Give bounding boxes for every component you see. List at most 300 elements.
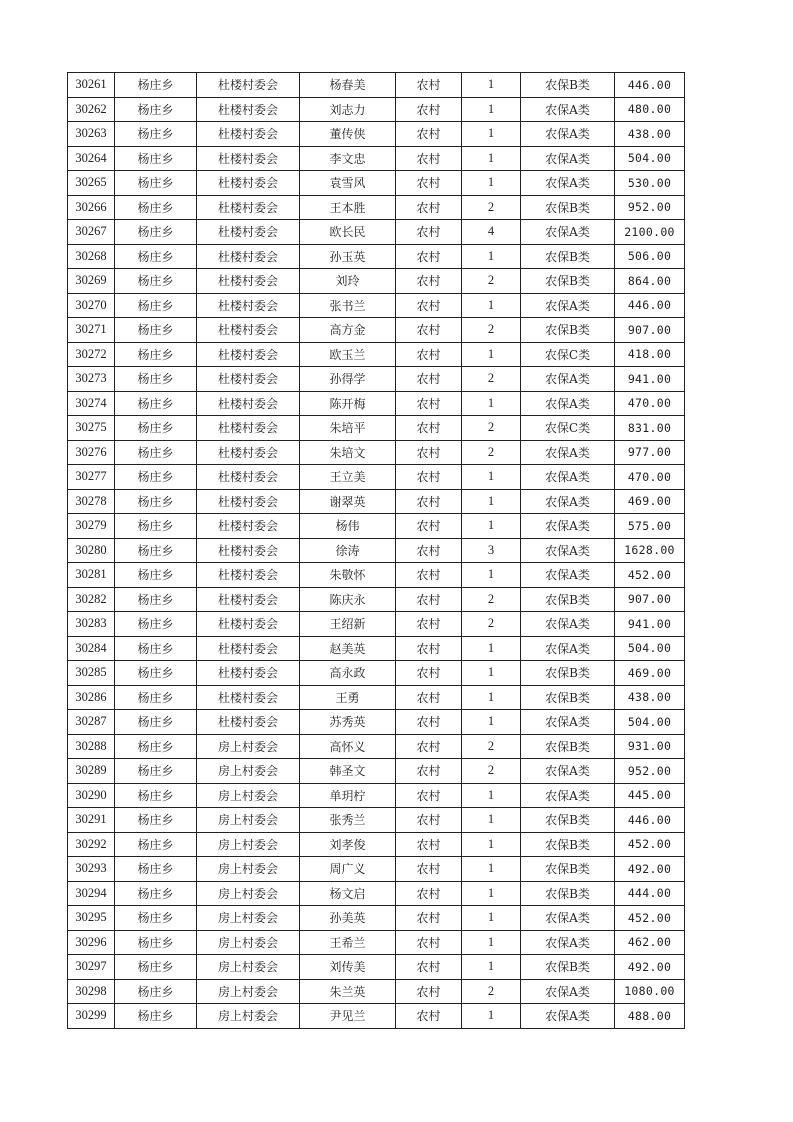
residence-type-cell: 农村 <box>396 538 462 563</box>
amount-cell: 452.00 <box>615 563 685 588</box>
village-committee-cell: 杜楼村委会 <box>197 391 300 416</box>
residence-type-cell: 农村 <box>396 367 462 392</box>
township-cell: 杨庄乡 <box>115 269 197 294</box>
insurance-category-cell: 农保A类 <box>521 636 615 661</box>
amount-cell: 446.00 <box>615 808 685 833</box>
residence-type-cell: 农村 <box>396 269 462 294</box>
name-cell: 单玥柠 <box>300 783 396 808</box>
table-row <box>68 636 685 661</box>
insurance-category-cell: 农保B类 <box>521 269 615 294</box>
insurance-category-cell: 农保A类 <box>521 440 615 465</box>
residence-type-cell: 农村 <box>396 734 462 759</box>
id-cell: 30290 <box>68 783 115 808</box>
table-row <box>68 979 685 1004</box>
residence-type-cell: 农村 <box>396 97 462 122</box>
township-cell: 杨庄乡 <box>115 710 197 735</box>
id-cell: 30275 <box>68 416 115 441</box>
village-committee-cell: 杜楼村委会 <box>197 440 300 465</box>
household-size-cell: 1 <box>462 710 521 735</box>
township-cell: 杨庄乡 <box>115 587 197 612</box>
insurance-category-cell: 农保A类 <box>521 97 615 122</box>
id-cell: 30292 <box>68 832 115 857</box>
township-cell: 杨庄乡 <box>115 73 197 98</box>
household-size-cell: 1 <box>462 391 521 416</box>
residence-type-cell: 农村 <box>396 832 462 857</box>
township-cell: 杨庄乡 <box>115 1004 197 1029</box>
residence-type-cell: 农村 <box>396 440 462 465</box>
table-row <box>68 857 685 882</box>
id-cell: 30282 <box>68 587 115 612</box>
household-size-cell: 1 <box>462 489 521 514</box>
township-cell: 杨庄乡 <box>115 244 197 269</box>
name-cell: 刘传美 <box>300 955 396 980</box>
table-row <box>68 587 685 612</box>
household-size-cell: 1 <box>462 857 521 882</box>
household-size-cell: 1 <box>462 1004 521 1029</box>
name-cell: 高方金 <box>300 318 396 343</box>
village-committee-cell: 杜楼村委会 <box>197 465 300 490</box>
table-row <box>68 661 685 686</box>
amount-cell: 506.00 <box>615 244 685 269</box>
village-committee-cell: 杜楼村委会 <box>197 416 300 441</box>
table-row <box>68 244 685 269</box>
amount-cell: 470.00 <box>615 391 685 416</box>
residence-type-cell: 农村 <box>396 465 462 490</box>
insurance-category-cell: 农保B类 <box>521 73 615 98</box>
residence-type-cell: 农村 <box>396 489 462 514</box>
township-cell: 杨庄乡 <box>115 636 197 661</box>
residence-type-cell: 农村 <box>396 416 462 441</box>
name-cell: 孙美英 <box>300 906 396 931</box>
table-row <box>68 906 685 931</box>
amount-cell: 1628.00 <box>615 538 685 563</box>
village-committee-cell: 杜楼村委会 <box>197 122 300 147</box>
name-cell: 朱敬怀 <box>300 563 396 588</box>
township-cell: 杨庄乡 <box>115 906 197 931</box>
table-row <box>68 73 685 98</box>
insurance-category-cell: 农保A类 <box>521 906 615 931</box>
name-cell: 王立美 <box>300 465 396 490</box>
table-row <box>68 440 685 465</box>
village-committee-cell: 杜楼村委会 <box>197 636 300 661</box>
table-row <box>68 465 685 490</box>
residence-type-cell: 农村 <box>396 1004 462 1029</box>
name-cell: 董传侠 <box>300 122 396 147</box>
name-cell: 孙玉英 <box>300 244 396 269</box>
id-cell: 30285 <box>68 661 115 686</box>
table-row <box>68 832 685 857</box>
township-cell: 杨庄乡 <box>115 514 197 539</box>
id-cell: 30293 <box>68 857 115 882</box>
township-cell: 杨庄乡 <box>115 342 197 367</box>
household-size-cell: 1 <box>462 146 521 171</box>
village-committee-cell: 杜楼村委会 <box>197 146 300 171</box>
amount-cell: 941.00 <box>615 367 685 392</box>
amount-cell: 438.00 <box>615 122 685 147</box>
insurance-category-cell: 农保B类 <box>521 587 615 612</box>
name-cell: 高怀义 <box>300 734 396 759</box>
name-cell: 朱兰英 <box>300 979 396 1004</box>
table-row <box>68 318 685 343</box>
id-cell: 30269 <box>68 269 115 294</box>
household-size-cell: 2 <box>462 195 521 220</box>
amount-cell: 480.00 <box>615 97 685 122</box>
village-committee-cell: 杜楼村委会 <box>197 220 300 245</box>
residence-type-cell: 农村 <box>396 587 462 612</box>
village-committee-cell: 杜楼村委会 <box>197 195 300 220</box>
township-cell: 杨庄乡 <box>115 808 197 833</box>
township-cell: 杨庄乡 <box>115 783 197 808</box>
id-cell: 30278 <box>68 489 115 514</box>
insurance-category-cell: 农保A类 <box>521 489 615 514</box>
residence-type-cell: 农村 <box>396 710 462 735</box>
amount-cell: 907.00 <box>615 318 685 343</box>
amount-cell: 2100.00 <box>615 220 685 245</box>
village-committee-cell: 房上村委会 <box>197 881 300 906</box>
village-committee-cell: 房上村委会 <box>197 832 300 857</box>
insurance-category-cell: 农保A类 <box>521 171 615 196</box>
table-row <box>68 710 685 735</box>
village-committee-cell: 房上村委会 <box>197 955 300 980</box>
table-row <box>68 122 685 147</box>
insurance-category-cell: 农保A类 <box>521 710 615 735</box>
residence-type-cell: 农村 <box>396 73 462 98</box>
id-cell: 30263 <box>68 122 115 147</box>
amount-cell: 492.00 <box>615 857 685 882</box>
residence-type-cell: 农村 <box>396 122 462 147</box>
name-cell: 刘志力 <box>300 97 396 122</box>
residence-type-cell: 农村 <box>396 881 462 906</box>
household-size-cell: 1 <box>462 636 521 661</box>
household-size-cell: 4 <box>462 220 521 245</box>
residence-type-cell: 农村 <box>396 783 462 808</box>
household-size-cell: 1 <box>462 955 521 980</box>
village-committee-cell: 杜楼村委会 <box>197 563 300 588</box>
id-cell: 30264 <box>68 146 115 171</box>
amount-cell: 446.00 <box>615 73 685 98</box>
table-row <box>68 538 685 563</box>
amount-cell: 446.00 <box>615 293 685 318</box>
residence-type-cell: 农村 <box>396 171 462 196</box>
township-cell: 杨庄乡 <box>115 759 197 784</box>
id-cell: 30298 <box>68 979 115 1004</box>
amount-cell: 941.00 <box>615 612 685 637</box>
household-size-cell: 3 <box>462 538 521 563</box>
table-row <box>68 685 685 710</box>
household-size-cell: 1 <box>462 783 521 808</box>
insurance-category-cell: 农保B类 <box>521 955 615 980</box>
village-committee-cell: 杜楼村委会 <box>197 244 300 269</box>
household-size-cell: 1 <box>462 685 521 710</box>
village-committee-cell: 杜楼村委会 <box>197 514 300 539</box>
table-row <box>68 391 685 416</box>
amount-cell: 469.00 <box>615 661 685 686</box>
table-row <box>68 367 685 392</box>
household-size-cell: 2 <box>462 587 521 612</box>
name-cell: 周广义 <box>300 857 396 882</box>
table-row <box>68 808 685 833</box>
household-size-cell: 1 <box>462 661 521 686</box>
id-cell: 30283 <box>68 612 115 637</box>
village-committee-cell: 杜楼村委会 <box>197 538 300 563</box>
household-size-cell: 1 <box>462 906 521 931</box>
table-row <box>68 612 685 637</box>
name-cell: 杨春美 <box>300 73 396 98</box>
name-cell: 孙得学 <box>300 367 396 392</box>
residence-type-cell: 农村 <box>396 220 462 245</box>
township-cell: 杨庄乡 <box>115 930 197 955</box>
residence-type-cell: 农村 <box>396 318 462 343</box>
id-cell: 30288 <box>68 734 115 759</box>
household-size-cell: 1 <box>462 73 521 98</box>
amount-cell: 504.00 <box>615 146 685 171</box>
insurance-category-cell: 农保A类 <box>521 220 615 245</box>
id-cell: 30280 <box>68 538 115 563</box>
insurance-category-cell: 农保A类 <box>521 612 615 637</box>
name-cell: 袁雪风 <box>300 171 396 196</box>
table-row <box>68 759 685 784</box>
residence-type-cell: 农村 <box>396 661 462 686</box>
id-cell: 30291 <box>68 808 115 833</box>
insurance-category-cell: 农保A类 <box>521 122 615 147</box>
amount-cell: 438.00 <box>615 685 685 710</box>
township-cell: 杨庄乡 <box>115 391 197 416</box>
township-cell: 杨庄乡 <box>115 318 197 343</box>
household-size-cell: 2 <box>462 734 521 759</box>
township-cell: 杨庄乡 <box>115 955 197 980</box>
table-row <box>68 514 685 539</box>
household-size-cell: 2 <box>462 269 521 294</box>
name-cell: 赵美英 <box>300 636 396 661</box>
amount-cell: 952.00 <box>615 759 685 784</box>
insurance-category-cell: 农保A类 <box>521 514 615 539</box>
name-cell: 张秀兰 <box>300 808 396 833</box>
insurance-category-cell: 农保A类 <box>521 759 615 784</box>
township-cell: 杨庄乡 <box>115 832 197 857</box>
residence-type-cell: 农村 <box>396 906 462 931</box>
township-cell: 杨庄乡 <box>115 220 197 245</box>
amount-cell: 469.00 <box>615 489 685 514</box>
id-cell: 30284 <box>68 636 115 661</box>
table-row <box>68 930 685 955</box>
table-row <box>68 146 685 171</box>
name-cell: 王本胜 <box>300 195 396 220</box>
id-cell: 30296 <box>68 930 115 955</box>
table-row <box>68 293 685 318</box>
name-cell: 高永政 <box>300 661 396 686</box>
household-size-cell: 1 <box>462 832 521 857</box>
name-cell: 陈开梅 <box>300 391 396 416</box>
name-cell: 张书兰 <box>300 293 396 318</box>
village-committee-cell: 杜楼村委会 <box>197 710 300 735</box>
id-cell: 30268 <box>68 244 115 269</box>
township-cell: 杨庄乡 <box>115 612 197 637</box>
name-cell: 杨伟 <box>300 514 396 539</box>
residence-type-cell: 农村 <box>396 195 462 220</box>
insurance-category-cell: 农保A类 <box>521 930 615 955</box>
township-cell: 杨庄乡 <box>115 857 197 882</box>
insurance-category-cell: 农保A类 <box>521 391 615 416</box>
household-size-cell: 2 <box>462 367 521 392</box>
table-row <box>68 783 685 808</box>
insurance-category-cell: 农保B类 <box>521 195 615 220</box>
village-committee-cell: 房上村委会 <box>197 783 300 808</box>
village-committee-cell: 杜楼村委会 <box>197 171 300 196</box>
id-cell: 30289 <box>68 759 115 784</box>
residence-type-cell: 农村 <box>396 612 462 637</box>
name-cell: 朱培文 <box>300 440 396 465</box>
table-row <box>68 881 685 906</box>
residence-type-cell: 农村 <box>396 342 462 367</box>
id-cell: 30299 <box>68 1004 115 1029</box>
amount-cell: 864.00 <box>615 269 685 294</box>
village-committee-cell: 房上村委会 <box>197 734 300 759</box>
id-cell: 30287 <box>68 710 115 735</box>
amount-cell: 462.00 <box>615 930 685 955</box>
village-committee-cell: 杜楼村委会 <box>197 612 300 637</box>
village-committee-cell: 杜楼村委会 <box>197 685 300 710</box>
insurance-category-cell: 农保A类 <box>521 367 615 392</box>
insurance-category-cell: 农保C类 <box>521 416 615 441</box>
name-cell: 欧玉兰 <box>300 342 396 367</box>
insurance-category-cell: 农保B类 <box>521 808 615 833</box>
amount-cell: 931.00 <box>615 734 685 759</box>
id-cell: 30274 <box>68 391 115 416</box>
table-row <box>68 563 685 588</box>
amount-cell: 575.00 <box>615 514 685 539</box>
insurance-category-cell: 农保B类 <box>521 244 615 269</box>
insurance-category-cell: 农保A类 <box>521 979 615 1004</box>
township-cell: 杨庄乡 <box>115 685 197 710</box>
table-row <box>68 220 685 245</box>
residence-type-cell: 农村 <box>396 930 462 955</box>
insurance-category-cell: 农保B类 <box>521 685 615 710</box>
insurance-category-cell: 农保A类 <box>521 563 615 588</box>
amount-cell: 470.00 <box>615 465 685 490</box>
household-size-cell: 1 <box>462 465 521 490</box>
household-size-cell: 1 <box>462 563 521 588</box>
household-size-cell: 1 <box>462 97 521 122</box>
village-committee-cell: 杜楼村委会 <box>197 489 300 514</box>
insurance-category-cell: 农保B类 <box>521 881 615 906</box>
residence-type-cell: 农村 <box>396 759 462 784</box>
name-cell: 王绍新 <box>300 612 396 637</box>
name-cell: 苏秀英 <box>300 710 396 735</box>
amount-cell: 504.00 <box>615 636 685 661</box>
name-cell: 尹见兰 <box>300 1004 396 1029</box>
table-row <box>68 269 685 294</box>
household-size-cell: 2 <box>462 440 521 465</box>
amount-cell: 907.00 <box>615 587 685 612</box>
village-committee-cell: 房上村委会 <box>197 906 300 931</box>
township-cell: 杨庄乡 <box>115 489 197 514</box>
name-cell: 杨文启 <box>300 881 396 906</box>
residence-type-cell: 农村 <box>396 293 462 318</box>
household-size-cell: 2 <box>462 318 521 343</box>
table-row <box>68 195 685 220</box>
id-cell: 30295 <box>68 906 115 931</box>
residence-type-cell: 农村 <box>396 244 462 269</box>
id-cell: 30273 <box>68 367 115 392</box>
table-row <box>68 1004 685 1029</box>
township-cell: 杨庄乡 <box>115 979 197 1004</box>
residence-type-cell: 农村 <box>396 391 462 416</box>
residence-type-cell: 农村 <box>396 979 462 1004</box>
name-cell: 徐涛 <box>300 538 396 563</box>
village-committee-cell: 杜楼村委会 <box>197 97 300 122</box>
name-cell: 韩圣文 <box>300 759 396 784</box>
township-cell: 杨庄乡 <box>115 146 197 171</box>
household-size-cell: 1 <box>462 293 521 318</box>
name-cell: 欧长民 <box>300 220 396 245</box>
amount-cell: 977.00 <box>615 440 685 465</box>
table-body <box>68 73 685 1029</box>
household-size-cell: 1 <box>462 514 521 539</box>
amount-cell: 530.00 <box>615 171 685 196</box>
id-cell: 30270 <box>68 293 115 318</box>
household-size-cell: 2 <box>462 416 521 441</box>
name-cell: 陈庆永 <box>300 587 396 612</box>
name-cell: 谢翠英 <box>300 489 396 514</box>
village-committee-cell: 房上村委会 <box>197 808 300 833</box>
township-cell: 杨庄乡 <box>115 416 197 441</box>
name-cell: 王希兰 <box>300 930 396 955</box>
township-cell: 杨庄乡 <box>115 195 197 220</box>
insurance-category-cell: 农保B类 <box>521 734 615 759</box>
village-committee-cell: 杜楼村委会 <box>197 318 300 343</box>
household-size-cell: 2 <box>462 979 521 1004</box>
insurance-category-cell: 农保A类 <box>521 783 615 808</box>
village-committee-cell: 房上村委会 <box>197 979 300 1004</box>
name-cell: 朱培平 <box>300 416 396 441</box>
table-row <box>68 734 685 759</box>
amount-cell: 952.00 <box>615 195 685 220</box>
household-size-cell: 1 <box>462 930 521 955</box>
amount-cell: 488.00 <box>615 1004 685 1029</box>
id-cell: 30272 <box>68 342 115 367</box>
id-cell: 30276 <box>68 440 115 465</box>
village-committee-cell: 房上村委会 <box>197 857 300 882</box>
id-cell: 30265 <box>68 171 115 196</box>
insurance-category-cell: 农保C类 <box>521 342 615 367</box>
residence-type-cell: 农村 <box>396 636 462 661</box>
table-row <box>68 171 685 196</box>
id-cell: 30279 <box>68 514 115 539</box>
amount-cell: 445.00 <box>615 783 685 808</box>
village-committee-cell: 房上村委会 <box>197 1004 300 1029</box>
township-cell: 杨庄乡 <box>115 293 197 318</box>
village-committee-cell: 杜楼村委会 <box>197 73 300 98</box>
village-committee-cell: 杜楼村委会 <box>197 587 300 612</box>
id-cell: 30294 <box>68 881 115 906</box>
residence-type-cell: 农村 <box>396 808 462 833</box>
insurance-category-cell: 农保B类 <box>521 318 615 343</box>
residence-type-cell: 农村 <box>396 685 462 710</box>
name-cell: 王勇 <box>300 685 396 710</box>
residence-type-cell: 农村 <box>396 955 462 980</box>
household-size-cell: 1 <box>462 244 521 269</box>
residence-type-cell: 农村 <box>396 857 462 882</box>
id-cell: 30286 <box>68 685 115 710</box>
id-cell: 30262 <box>68 97 115 122</box>
household-size-cell: 1 <box>462 171 521 196</box>
id-cell: 30271 <box>68 318 115 343</box>
id-cell: 30266 <box>68 195 115 220</box>
amount-cell: 492.00 <box>615 955 685 980</box>
township-cell: 杨庄乡 <box>115 563 197 588</box>
benefit-roster-table <box>67 72 685 1029</box>
township-cell: 杨庄乡 <box>115 465 197 490</box>
